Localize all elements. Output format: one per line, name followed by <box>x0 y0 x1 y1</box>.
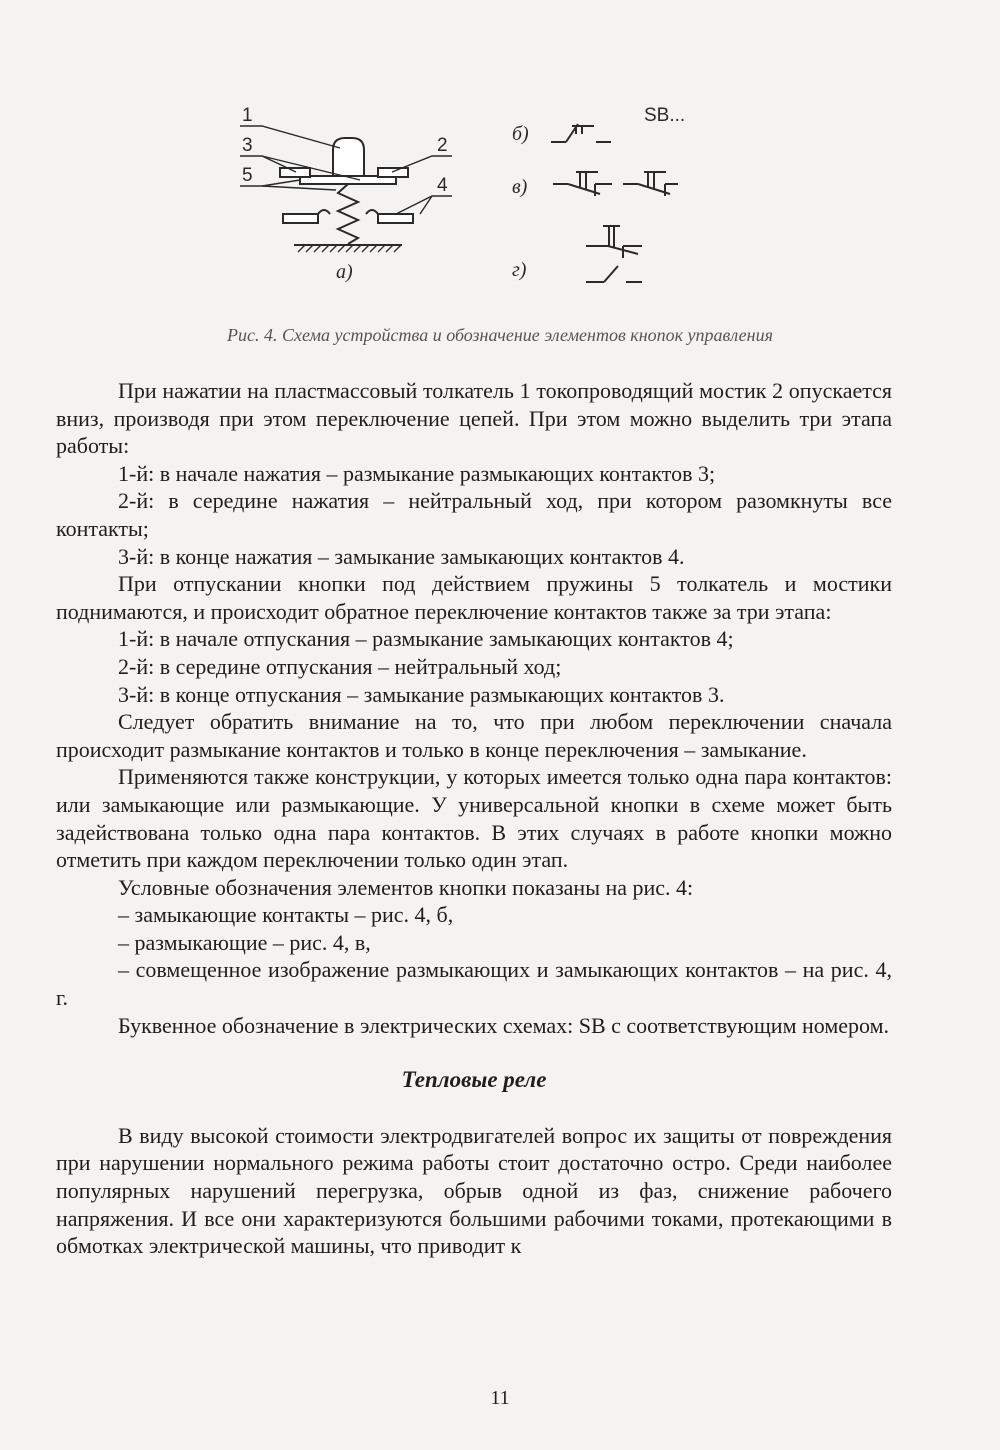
paragraph: Условные обозначения элементов кнопки показаны на рис. 4: <box>118 874 694 900</box>
label-2: 2 <box>437 135 448 156</box>
label-5: 5 <box>242 165 253 186</box>
no-contact-symbol <box>551 124 611 142</box>
paragraph: При отпускании кнопки под действием пружины 5 толкатель и мостики поднимаются, и происходит обратное переключение контактов также за три этапа: <box>56 571 892 624</box>
paragraph: Буквенное обозначение в электрических схемах: SB с соответствующим номером. <box>118 1012 890 1038</box>
section-heading: Тепловые реле <box>401 1067 547 1093</box>
label-4: 4 <box>437 175 448 196</box>
paragraph: Следует обратить внимание на то, что при любом переключении сначала происходит размыкание контактов и только в конце переключения – замыкание. <box>56 709 892 762</box>
paragraph: 3-й: в конце нажатия – замыкание замыкающих контактов 4. <box>118 543 685 569</box>
paragraph: Применяются также конструкции, у которых имеется только одна пара контактов: или замыкающие или размыкающие. У универсальной кнопки в схеме может быть задействована только одна пара контактов. В этих случаях в работе кнопки можно отметить при каждом переключении только один этап. <box>56 764 892 873</box>
paragraph: 2-й: в середине отпускания – нейтральный ход; <box>118 653 562 679</box>
label-1: 1 <box>242 105 253 126</box>
figure-4-drawing <box>0 0 1000 300</box>
paragraph: При нажатии на пластмассовый толкатель 1 токопроводящий мостик 2 опускается вниз, производя при этом переключение цепей. При этом можно выделить три этапа работы: <box>56 378 892 459</box>
body-text <box>56 377 892 1260</box>
page-number: 11 <box>490 1387 510 1409</box>
combined-contact-symbol <box>586 226 642 282</box>
part-g-letter: г) <box>512 259 527 281</box>
nc-contact-symbol-left <box>553 172 612 196</box>
paragraph: – размыкающие – рис. 4, в, <box>118 929 371 955</box>
paragraph: – совмещенное изображение размыкающих и замыкающих контактов – на рис. 4, г. <box>56 957 892 1011</box>
paragraph: 1-й: в начале нажатия – размыкание размыкающих контактов 3; <box>118 460 716 486</box>
paragraph: 1-й: в начале отпускания – размыкание замыкающих контактов 4; <box>118 626 734 652</box>
nc-contact-symbol-right <box>623 172 678 196</box>
figure-caption: Рис. 4. Схема устройства и обозначение элементов кнопок управления <box>227 325 773 345</box>
part-b-letter: б) <box>512 123 529 145</box>
label-3: 3 <box>242 135 253 156</box>
paragraph: 2-й: в середине нажатия – нейтральный ход, при котором разомкнуты все контакты; <box>56 488 892 541</box>
button-construction-diagram <box>240 126 452 252</box>
sb-designation: SB... <box>644 105 686 126</box>
paragraph: 3-й: в конце отпускания – замыкание размыкающих контактов 3. <box>118 681 725 707</box>
part-v-letter: в) <box>512 176 528 198</box>
part-a-letter: а) <box>336 261 353 283</box>
paragraph: В виду высокой стоимости электродвигателей вопрос их защиты от повреждения при нарушении нормального режима работы стоит достаточно остро. Среди наиболее популярных нарушений перегрузка, обрыв одной из фаз, снижение рабочего напряжения. И все они характеризуются большими рабочими токами, протекающими в обмотках электрической машины, что приводит к <box>56 1122 892 1259</box>
paragraph: – замыкающие контакты – рис. 4, б, <box>118 902 454 928</box>
figure-4 <box>0 0 1000 300</box>
